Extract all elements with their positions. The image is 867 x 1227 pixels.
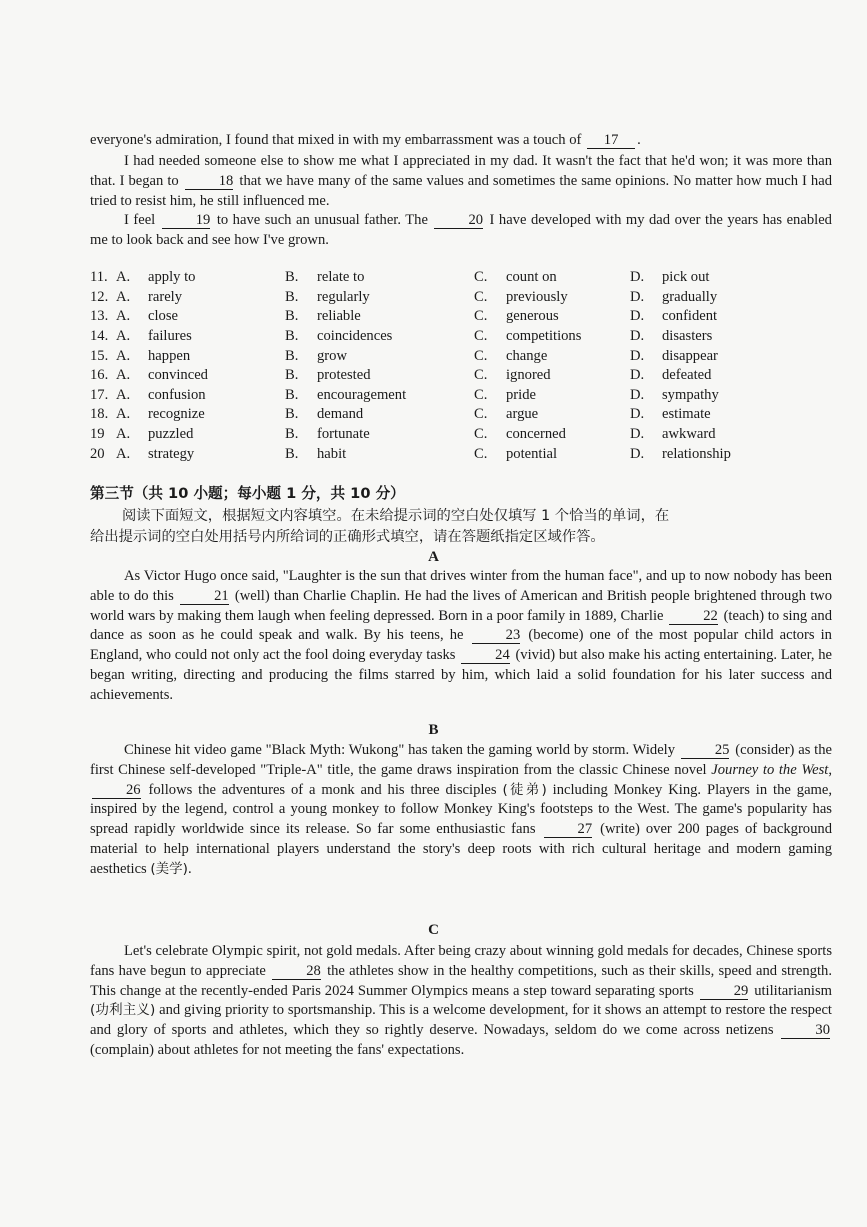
section-3-instructions: 阅读下面短文，根据短文内容填空。在未给提示词的空白处仅填写 1 个恰当的单词，在 给出提示词的空白处用括号内所给词的正确形式填空，请在答题纸指定区域作答。 — [90, 508, 670, 545]
option-row-15: 15. A. happen B. grow C. change D. disappear — [90, 346, 810, 366]
option-17-a[interactable]: confusion — [148, 386, 206, 403]
option-20-d[interactable]: relationship — [662, 445, 731, 462]
option-11-d[interactable]: pick out — [662, 269, 710, 286]
option-row-13: 13. A. close B. reliable C. generous D. confident — [90, 307, 810, 327]
option-17-d[interactable]: sympathy — [662, 386, 719, 403]
cloze-paragraph-2: I had needed someone else to show me what I appreciated in my dad. It wasn't the fact that he'd won; it was more than that. I began to 18 that we have many of the same values and sometimes the same opinions. No matter how much I had tried to resist him, he still influenced me. — [90, 153, 832, 209]
option-16-b[interactable]: protested — [317, 367, 371, 384]
passage-b: Chinese hit video game "Black Myth: Wukong" has taken the gaming world by storm. Widely 25 (consider) as the first Chinese self-developed "Triple-A" title, the game draws inspiration from the classic Chinese novel Journey to the West, 26 follows the adventures of a monk and his three disciples (徒弟) including Monkey King. Players in the game, inspired by the legend, control a young monkey to follow Monkey King's footsteps to the West. The game's popularity has spread rapidly worldwide since its release. So far some enthusiastic fans 27 (write) over 200 pages of background material to help international players understand the story's deep roots with rich cultural heritage and modern gaming aesthetics (美学). — [90, 742, 833, 877]
option-18-a[interactable]: recognize — [148, 406, 205, 423]
blank-19[interactable]: 19 — [162, 213, 211, 229]
option-15-b[interactable]: grow — [317, 347, 347, 364]
option-14-c[interactable]: competitions — [506, 328, 582, 345]
blank-30[interactable]: 30 — [781, 1023, 830, 1039]
blank-26[interactable]: 26 — [92, 783, 141, 799]
option-11-b[interactable]: relate to — [317, 269, 365, 286]
option-15-d[interactable]: disappear — [662, 347, 718, 364]
option-12-d[interactable]: gradually — [662, 288, 718, 305]
option-16-a[interactable]: convinced — [148, 367, 208, 384]
option-row-12: 12. A. rarely B. regularly C. previously D. gradually — [90, 288, 810, 308]
passage-c: Let's celebrate Olympic spirit, not gold medals. After being crazy about winning gold medals for decades, Chinese sports fans have begun to appreciate 28 the athletes show in the healthy competitions, such as their skills, speed and strength. This change at the recently-ended Paris 2024 Summer Olympics means a step toward separating sports 29 utilitarianism (功利主义) and giving priority to sportsmanship. This is a welcome development, for it shows an attempt to restore the respect and glory of sports and athletes, which they so rightly deserve. Nowadays, seldom do we come across netizens 30 (complain) about athletes for not meeting the fans' expectations. — [90, 943, 833, 1058]
option-14-b[interactable]: coincidences — [317, 328, 393, 345]
section-3-heading: 第三节（共 10 小题；每小题 1 分，共 10 分） — [90, 485, 405, 502]
novel-title: Journey to the West — [711, 761, 829, 778]
option-18-d[interactable]: estimate — [662, 406, 711, 423]
blank-21[interactable]: 21 — [180, 589, 229, 605]
option-18-c[interactable]: argue — [506, 406, 539, 423]
option-row-20: 20 A. strategy B. habit C. potential D. relationship — [90, 444, 810, 464]
option-19-c[interactable]: concerned — [506, 426, 566, 443]
option-13-a[interactable]: close — [148, 308, 178, 325]
option-20-a[interactable]: strategy — [148, 445, 195, 462]
passage-c-label: C — [428, 922, 439, 938]
option-13-d[interactable]: confident — [662, 308, 718, 325]
option-17-b[interactable]: encouragement — [317, 386, 407, 403]
blank-20[interactable]: 20 — [434, 213, 483, 229]
option-20-c[interactable]: potential — [506, 445, 558, 462]
option-14-d[interactable]: disasters — [662, 328, 713, 345]
option-19-b[interactable]: fortunate — [317, 426, 370, 443]
option-row-14: 14. A. failures B. coincidences C. competitions D. disasters — [90, 327, 810, 347]
option-12-a[interactable]: rarely — [148, 288, 183, 305]
option-20-b[interactable]: habit — [317, 445, 347, 462]
option-15-c[interactable]: change — [506, 347, 548, 364]
blank-25[interactable]: 25 — [681, 743, 730, 759]
blank-28[interactable]: 28 — [272, 964, 321, 980]
option-11-a[interactable]: apply to — [148, 269, 196, 286]
option-12-b[interactable]: regularly — [317, 288, 370, 305]
option-16-d[interactable]: defeated — [662, 367, 712, 384]
blank-24[interactable]: 24 — [461, 648, 510, 664]
option-13-c[interactable]: generous — [506, 308, 559, 325]
blank-22[interactable]: 22 — [669, 609, 718, 625]
option-13-b[interactable]: reliable — [317, 308, 361, 325]
option-row-19: 19 A. puzzled B. fortunate C. concerned D. awkward — [90, 425, 810, 445]
option-15-a[interactable]: happen — [148, 347, 191, 364]
passage-a: As Victor Hugo once said, "Laughter is the sun that drives winter from the human face", and up to now nobody has been able to do this 21 (well) than Charlie Chaplin. He had the lives of American and British people brightened through two world wars by making them laugh when feeling depressed. Born in a poor family in 1889, Charlie 22 (teach) to sing and dance as soon as he could speak and walk. By his teens, he 23 (become) one of the most popular child actors in England, who could not only act the fool doing everyday tasks 24 (vivid) but also make his acting entertaining. Later, he began writing, directing and producing the films starred by him, which laid a solid foundation for his later success and achievements. — [90, 568, 833, 703]
blank-27[interactable]: 27 — [544, 822, 593, 838]
cloze-line-1: everyone's admiration, I found that mixed in with my embarrassment was a touch of 17 . — [90, 132, 641, 148]
option-14-a[interactable]: failures — [148, 328, 192, 345]
option-19-a[interactable]: puzzled — [148, 426, 194, 443]
blank-18[interactable]: 18 — [185, 174, 234, 190]
option-12-c[interactable]: previously — [506, 288, 568, 305]
option-row-17: 17. A. confusion B. encouragement C. pride D. sympathy — [90, 386, 810, 406]
blank-17[interactable]: 17 — [587, 133, 635, 149]
option-16-c[interactable]: ignored — [506, 367, 551, 384]
option-19-d[interactable]: awkward — [662, 426, 716, 443]
option-18-b[interactable]: demand — [317, 406, 364, 423]
option-row-18: 18. A. recognize B. demand C. argue D. estimate — [90, 405, 810, 425]
option-row-16: 16. A. convinced B. protested C. ignored D. defeated — [90, 366, 810, 386]
option-row-11: 11. A. apply to B. relate to C. count on D. pick out — [90, 268, 810, 288]
cloze-paragraph-3: I feel 19 to have such an unusual father. The 20 I have developed with my dad over the years has enabled me to look back and see how I've grown. — [90, 212, 832, 248]
blank-23[interactable]: 23 — [472, 628, 521, 644]
options-table — [90, 268, 810, 464]
option-11-c[interactable]: count on — [506, 269, 557, 286]
option-17-c[interactable]: pride — [506, 386, 536, 403]
passage-a-label: A — [428, 549, 439, 565]
blank-29[interactable]: 29 — [700, 984, 749, 1000]
passage-b-label: B — [428, 722, 439, 738]
